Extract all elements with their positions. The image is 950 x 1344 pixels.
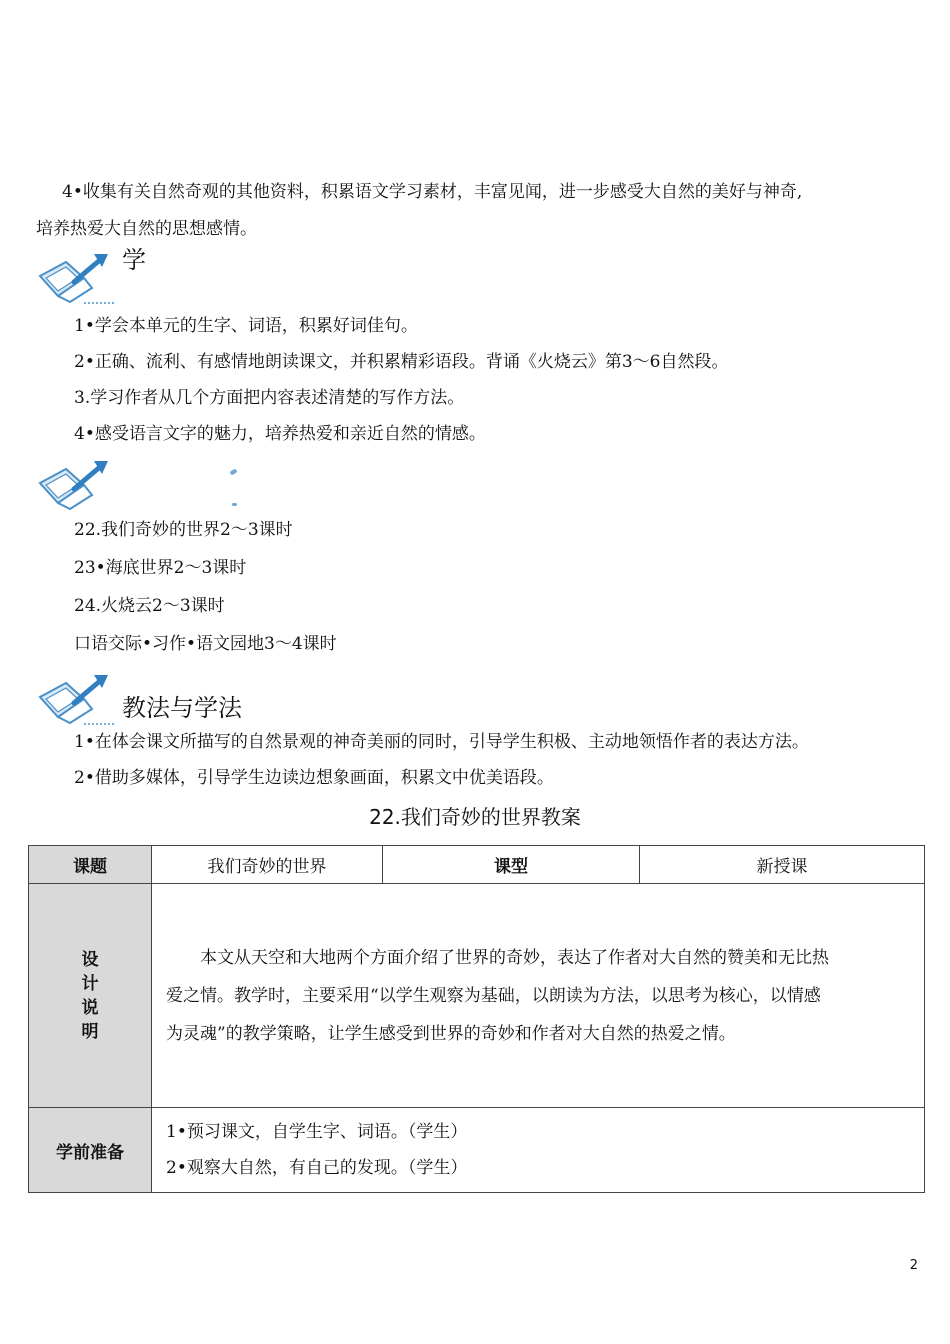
lesson-plan-title: 22.我们奇妙的世界教案	[369, 805, 581, 829]
type-label: 课型	[383, 846, 640, 884]
topic-label: 课题	[29, 846, 152, 884]
design-label-cell	[29, 884, 152, 1108]
prep-content	[152, 1108, 925, 1193]
goal-item-4-line1: 4•收集有关自然奇观的其他资料，积累语文学习素材，丰富见闻，进一步感受大自然的美好与神奇,	[62, 182, 803, 202]
hours-item-2: 23•海底世界2〜3课时	[74, 558, 247, 578]
section-learn-heading: 学	[122, 246, 146, 274]
hours-item-1: 22.我们奇妙的世界2〜3课时	[74, 520, 293, 540]
book-arrow-icon	[34, 455, 116, 511]
design-line: 本文从天空和大地两个方面介绍了世界的奇妙，表达了作者对大自然的赞美和无比热	[200, 947, 829, 968]
book-arrow-icon	[34, 669, 116, 725]
table-row	[29, 846, 925, 884]
design-label: 设计说明	[81, 949, 99, 1042]
hours-item-3: 24.火烧云2〜3课时	[74, 596, 225, 616]
decorative-mark	[229, 469, 237, 476]
table-row	[29, 884, 925, 1108]
decorative-mark	[232, 503, 237, 506]
design-line: 爱之情。教学时，主要采用“以学生观察为基础，以朗读为方法，以思考为核心，以情感	[166, 985, 821, 1006]
learn-item-2: 2•正确、流利、有感情地朗读课文，并积累精彩语段。背诵《火烧云》第3〜6自然段。	[74, 352, 729, 372]
type-value: 新授课	[640, 846, 925, 884]
prep-label: 学前准备	[29, 1108, 152, 1193]
design-line: 为灵魂”的教学策略，让学生感受到世界的奇妙和作者对大自然的热爱之情。	[166, 1023, 736, 1044]
learn-item-1: 1•学会本单元的生字、词语，积累好词佳句。	[74, 316, 418, 336]
page-number: 2	[909, 1258, 918, 1273]
goal-item-4-line2: 培养热爱大自然的思想感情。	[36, 219, 257, 239]
methods-item-2: 2•借助多媒体，引导学生边读边想象画面，积累文中优美语段。	[74, 768, 554, 788]
prep-item: 2•观察大自然，有自己的发现。（学生）	[166, 1158, 468, 1178]
table-row	[29, 1108, 925, 1193]
learn-item-4: 4•感受语言文字的魅力，培养热爱和亲近自然的情感。	[74, 424, 486, 444]
lesson-plan-table	[28, 845, 925, 1193]
section-methods-heading: 教法与学法	[122, 694, 242, 722]
book-arrow-icon	[34, 248, 116, 304]
topic-value: 我们奇妙的世界	[152, 846, 383, 884]
prep-item: 1•预习课文，自学生字、词语。（学生）	[166, 1122, 468, 1142]
hours-item-4: 口语交际•习作•语文园地3〜4课时	[74, 634, 337, 654]
learn-item-3: 3.学习作者从几个方面把内容表述清楚的写作方法。	[74, 388, 465, 408]
design-description	[152, 884, 925, 1108]
methods-item-1: 1•在体会课文所描写的自然景观的神奇美丽的同时，引导学生积极、主动地领悟作者的表达方法。	[74, 732, 809, 752]
